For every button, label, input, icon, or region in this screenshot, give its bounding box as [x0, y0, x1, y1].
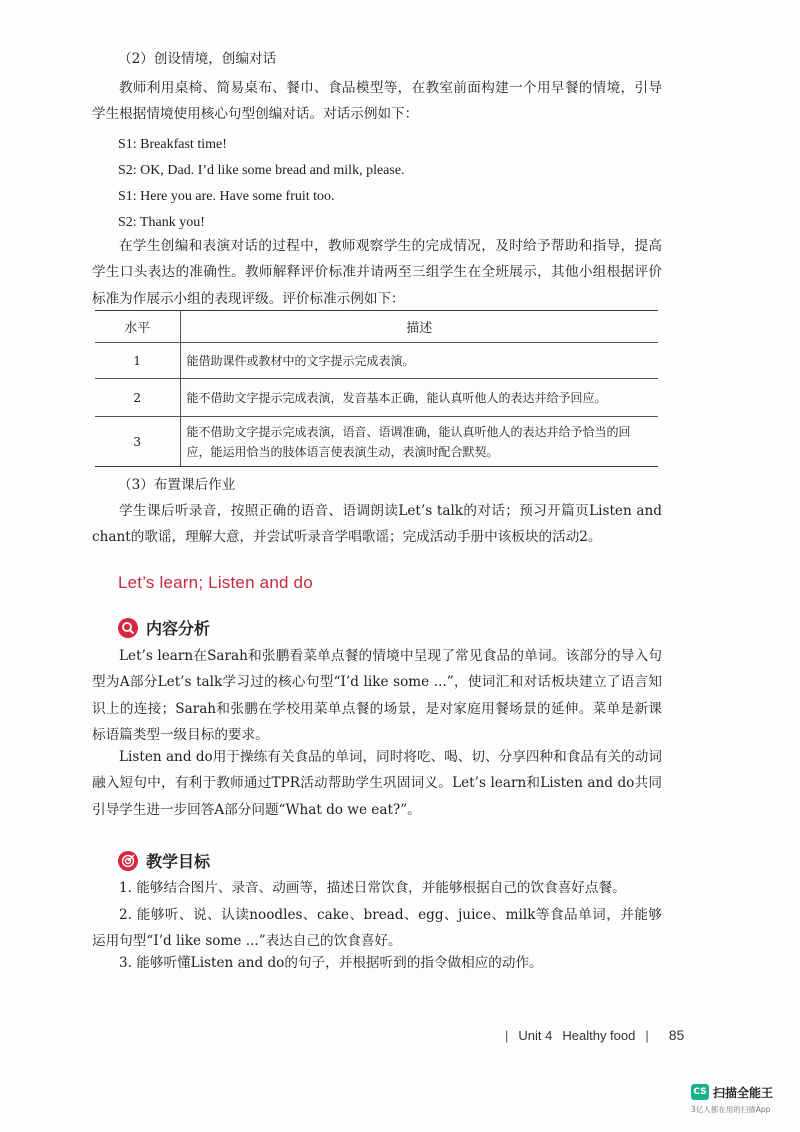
goal-item: 2. 能够听、说、认读noodles、cake、bread、egg、juice、milk等食品单词，并能够运用句型“I’d like some ...”表达自己的饮食喜好。	[92, 907, 662, 950]
page-footer	[505, 1027, 684, 1043]
table-header-row	[95, 311, 658, 343]
evaluation-table	[95, 310, 658, 467]
paragraph-homework: 学生课后听录音，按照正确的语音、语调朗读Let’s talk的对话；预习开篇页Listen and chant的歌谣，理解大意，并尝试听录音学唱歌谣；完成活动手册中该板块的活动2。	[92, 503, 662, 546]
table-row	[95, 343, 658, 379]
magnifier-icon	[118, 618, 138, 638]
section-heading-homework: （3）布置课后作业	[118, 477, 236, 493]
dialog-line: S2: Thank you!	[118, 215, 205, 230]
level-cell: 1	[95, 343, 180, 379]
dialog-line: S2: OK, Dad. I’d like some bread and milk, please.	[118, 163, 405, 178]
dialog-line: S1: Breakfast time!	[118, 137, 227, 152]
target-icon	[118, 851, 138, 871]
section-heading-create-context: （2）创设情境，创编对话	[118, 51, 277, 67]
table-row	[95, 379, 658, 417]
footer-unit: Unit 4	[518, 1027, 553, 1043]
dialog-line: S1: Here you are. Have some fruit too.	[118, 189, 335, 204]
paragraph-content-analysis-2: Listen and do用于操练有关食品的单词，同时将吃、喝、切、分享四种和食品有关的动词融入短句中，有利于教师通过TPR活动帮助学生巩固词义。Let’s learn和Listen and do共同引导学生进一步回答A部分问题“What do we eat?”。	[92, 749, 662, 818]
column-header-level: 水平	[95, 311, 180, 343]
teaching-goals-title: 教学目标	[146, 852, 211, 871]
footer-divider: |	[645, 1027, 649, 1043]
level-cell: 2	[95, 379, 180, 417]
paragraph-content-analysis-1: Let’s learn在Sarah和张鹏看菜单点餐的情境中呈现了常见食品的单词。该部分的导入句型为A部分Let’s talk学习过的核心句型“I’d like some ...”，使词汇和对话板块建立了语言知识上的连接；Sarah和张鹏在学校用菜单点餐的场景，是对家庭用餐场景的延伸。菜单是新课标语篇类型一级目标的要求。	[92, 648, 662, 744]
description-cell: 能借助课件或教材中的文字提示完成表演。	[180, 343, 658, 379]
goal-item: 1. 能够结合图片、录音、动画等，描述日常饮食，并能够根据自己的饮食喜好点餐。	[119, 880, 626, 896]
section-title-lets-learn: Let’s learn; Listen and do	[118, 573, 313, 592]
column-header-description: 描述	[180, 311, 658, 343]
footer-topic: Healthy food	[562, 1027, 636, 1043]
cs-logo-icon: CS	[691, 1084, 709, 1100]
paragraph-context-intro: 教师利用桌椅、简易桌布、餐巾、食品模型等，在教室前面构建一个用早餐的情境，引导学生根据情境使用核心句型创编对话。对话示例如下：	[92, 80, 662, 123]
description-cell: 能不借助文字提示完成表演，发音基本正确，能认真听他人的表达并给予回应。	[180, 379, 658, 417]
watermark-tagline: 3亿人都在用的扫描App	[691, 1105, 771, 1114]
table-row	[95, 417, 658, 467]
footer-divider: |	[505, 1027, 509, 1043]
goal-item: 3. 能够听懂Listen and do的句子，并根据听到的指令做相应的动作。	[119, 955, 543, 971]
paragraph-evaluation-intro: 在学生创编和表演对话的过程中，教师观察学生的完成情况，及时给予帮助和指导，提高学生口头表达的准确性。教师解释评价标准并请两至三组学生在全班展示，其他小组根据评价标准为作展示小组的表现评级。评价标准示例如下：	[92, 238, 662, 307]
watermark-name: 扫描全能王	[713, 1086, 774, 1100]
content-analysis-title: 内容分析	[146, 619, 211, 638]
page-number: 85	[668, 1027, 685, 1043]
level-cell: 3	[95, 417, 180, 467]
description-cell: 能不借助文字提示完成表演，语音、语调准确，能认真听他人的表达并给予恰当的回应，能运用恰当的肢体语言使表演生动，表演时配合默契。	[180, 417, 658, 467]
content-analysis-heading	[118, 616, 210, 639]
teaching-goals-heading	[118, 849, 210, 872]
